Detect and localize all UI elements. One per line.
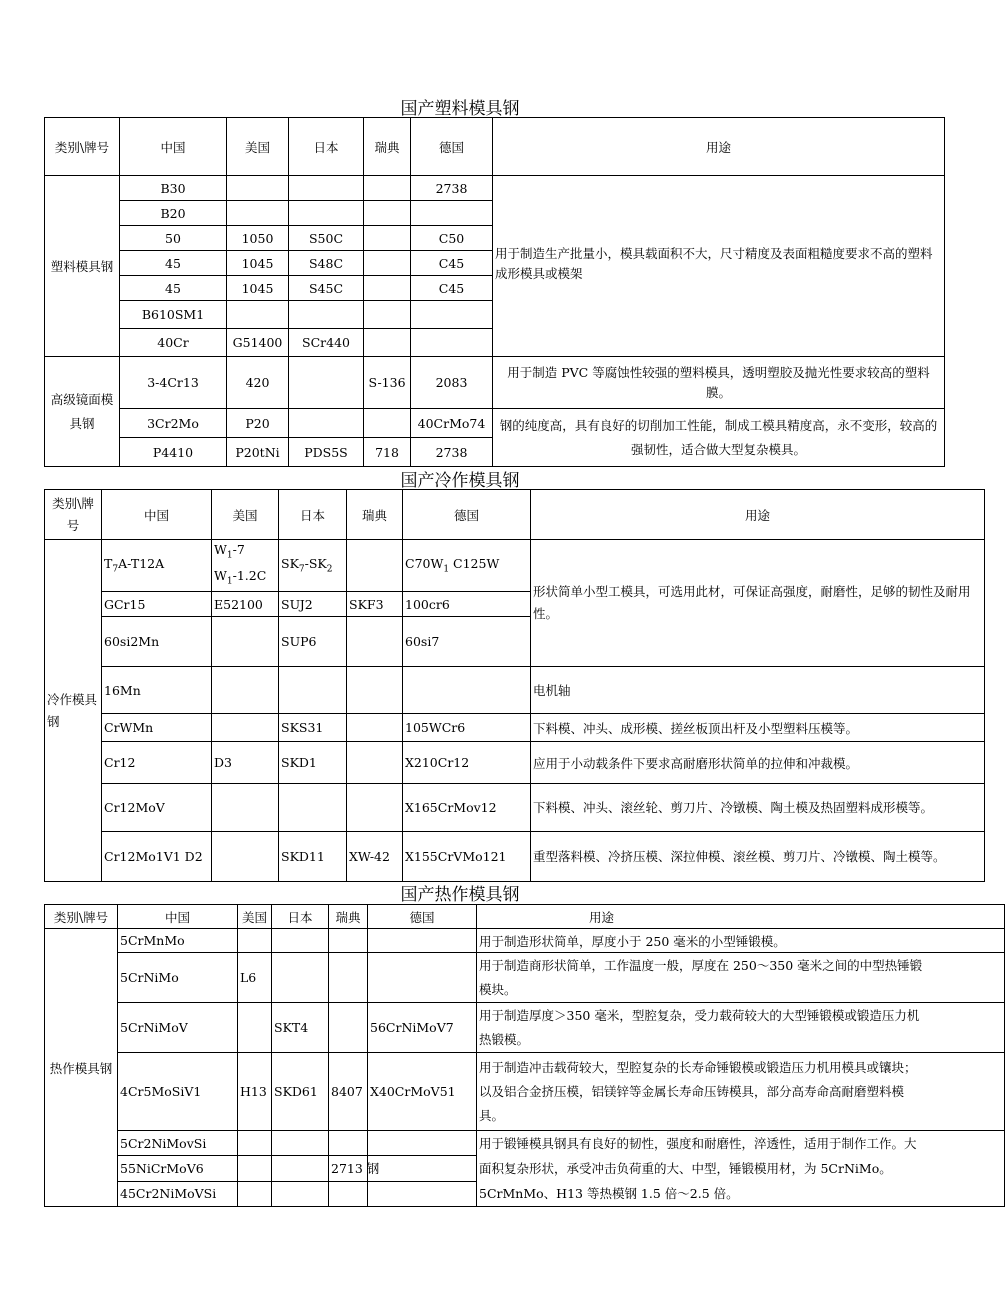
header-japan: 日本 (289, 118, 364, 176)
cell-japan: SKS31 (279, 714, 347, 742)
cell-usa: P20tNi (227, 438, 289, 467)
cell-japan: SCr440 (289, 329, 364, 357)
cell-germany: 60si7 (403, 617, 531, 667)
cell-china: 3-4Cr13 (120, 357, 227, 409)
cell-sweden (364, 409, 411, 438)
cell-usa (238, 1131, 272, 1156)
cell-japan: SKD11 (279, 832, 347, 882)
header-germany: 德国 (403, 490, 531, 540)
header-usage: 用途 (531, 490, 985, 540)
cell-japan (289, 176, 364, 201)
header-row (45, 905, 1005, 929)
cell-usa (238, 1003, 272, 1053)
cell-japan: SKD61 (272, 1053, 329, 1131)
cell-china: 5CrNiMoV (118, 1003, 238, 1053)
table-row (45, 176, 945, 201)
header-category: 类别\牌号 (45, 905, 118, 929)
table-row (45, 742, 985, 784)
cell-japan (289, 357, 364, 409)
table2-title: 国产冷作模具钢 (400, 471, 520, 491)
table-row (45, 832, 985, 882)
table-row (45, 714, 985, 742)
cell-japan: SUJ2 (279, 592, 347, 617)
header-japan: 日本 (272, 905, 329, 929)
cell-germany (403, 667, 531, 714)
cell-germany: C45 (411, 251, 493, 276)
cell-germany: C50 (411, 226, 493, 251)
header-sweden: 瑞典 (329, 905, 368, 929)
cell-sweden (329, 1003, 368, 1053)
header-sweden: 瑞典 (347, 490, 403, 540)
usage-cell: 下料模、冲头、成形模、搓丝板顶出杆及小型塑料压模等。 (531, 714, 985, 742)
table-row (45, 1053, 1005, 1131)
cell-china: 45 (120, 276, 227, 301)
cell-usa (238, 929, 272, 953)
cell-germany: C45 (411, 276, 493, 301)
header-usage: 用途 (493, 118, 945, 176)
cell-usa (212, 784, 279, 832)
cell-china: CrWMn (102, 714, 212, 742)
category-cell: 冷作模具钢 (45, 540, 102, 882)
cell-sweden (364, 201, 411, 226)
cell-germany: X165CrMov12 (403, 784, 531, 832)
cell-china: 5CrMnMo (118, 929, 238, 953)
cell-usa (212, 714, 279, 742)
cell-japan (272, 1131, 329, 1156)
cell-sweden (329, 1131, 368, 1156)
cell-germany (411, 301, 493, 329)
cell-japan (289, 301, 364, 329)
cell-germany: 2738 (411, 438, 493, 467)
cell-japan (272, 1156, 329, 1181)
header-japan: 日本 (279, 490, 347, 540)
cell-usa: $W_1-7$ $W_1-1.2C$ (212, 540, 279, 592)
cell-china: 5CrNiMo (118, 953, 238, 1003)
cell-sweden (347, 714, 403, 742)
cell-japan: S48C (289, 251, 364, 276)
table2-clip (0, 489, 971, 878)
cell-sweden (364, 329, 411, 357)
cell-germany: 105WCr6 (403, 714, 531, 742)
header-usa: 美国 (212, 490, 279, 540)
table-row (45, 357, 945, 409)
usage-cell: 钢的纯度高，具有良好的切削加工性能，制成工模具精度高，永不变形，较高的强韧性，适合做大型复杂模具。 (493, 409, 945, 467)
cell-japan (279, 784, 347, 832)
cell-china: 40Cr (120, 329, 227, 357)
usage-cell: 重型落料模、冷挤压模、深拉伸模、滚丝模、剪刀片、冷镦模、陶土模等。 (531, 832, 985, 882)
cell-japan: SUP6 (279, 617, 347, 667)
category-cell: 热作模具钢 (45, 929, 118, 1207)
cell-china: 55NiCrMoV6 (118, 1156, 238, 1181)
cell-usa: D3 (212, 742, 279, 784)
usage-cell: 用于制造生产批量小，模具载面积不大，尺寸精度及表面粗糙度要求不高的塑料成形模具或模架 (493, 176, 945, 357)
table-cold-work-steel (44, 489, 985, 882)
table3-clip (0, 904, 923, 1204)
cell-sweden (364, 251, 411, 276)
cell-sweden (364, 301, 411, 329)
cell-usa (227, 301, 289, 329)
header-row (45, 118, 945, 176)
cell-japan (289, 201, 364, 226)
cell-china: Cr12MoV (102, 784, 212, 832)
cell-usa: 1050 (227, 226, 289, 251)
cell-japan (289, 409, 364, 438)
cell-usa: P20 (227, 409, 289, 438)
cell-sweden: SKF3 (347, 592, 403, 617)
cell-usa: E52100 (212, 592, 279, 617)
usage-cell: 形状简单小型工模具，可选用此材，可保证高强度，耐磨性，足够的韧性及耐用性。 (531, 540, 985, 667)
cell-germany (411, 329, 493, 357)
table1-title: 国产塑料模具钢 (400, 99, 520, 119)
cell-usa (212, 617, 279, 667)
header-china: 中国 (120, 118, 227, 176)
cell-germany: 40CrMo74 (411, 409, 493, 438)
table-row (45, 409, 945, 438)
cell-china: 45 (120, 251, 227, 276)
table1-clip (0, 117, 938, 465)
cell-germany: X210Cr12 (403, 742, 531, 784)
cell-usa: 1045 (227, 276, 289, 301)
table-row (45, 953, 1005, 1003)
cell-china: 5Cr2NiMovSi (118, 1131, 238, 1156)
cell-usa (227, 201, 289, 226)
header-china: 中国 (118, 905, 238, 929)
table-row (45, 1131, 1005, 1156)
table-row (45, 929, 1005, 953)
cell-sweden: 2713 钢 (329, 1156, 368, 1181)
cell-sweden (329, 929, 368, 953)
cell-usa (227, 176, 289, 201)
table-row (45, 667, 985, 714)
usage-cell: 用于制造形状简单，厚度小于 250 毫米的小型锤锻模。 (477, 929, 1005, 953)
header-usage: 用途 (477, 905, 1005, 929)
table-row (45, 1003, 1005, 1053)
category-cell: 塑料模具钢 (45, 176, 120, 357)
table-plastic-mold-steel (44, 117, 945, 467)
cell-china: Cr12 (102, 742, 212, 784)
table3-title: 国产热作模具钢 (400, 885, 520, 905)
cell-japan: SKD1 (279, 742, 347, 784)
cell-japan: PDS5S (289, 438, 364, 467)
cell-china: B610SM1 (120, 301, 227, 329)
cell-japan (272, 1181, 329, 1206)
cell-sweden: XW-42 (347, 832, 403, 882)
usage-cell: 下料模、冲头、滚丝轮、剪刀片、冷镦模、陶土模及热固塑料成形模等。 (531, 784, 985, 832)
cell-usa (212, 667, 279, 714)
cell-germany (411, 201, 493, 226)
cell-china: P4410 (120, 438, 227, 467)
cell-germany (368, 1181, 477, 1206)
cell-sweden (364, 276, 411, 301)
cell-germany (368, 1131, 477, 1156)
cell-japan: SKT4 (272, 1003, 329, 1053)
cell-usa (238, 1181, 272, 1206)
cell-japan: $SK_7-SK_2$ (279, 540, 347, 592)
usage-cell: 用于制造 PVC 等腐蚀性较强的塑料模具，透明塑胶及抛光性要求较高的塑料膜。 (493, 357, 945, 409)
cell-china: GCr15 (102, 592, 212, 617)
cell-usa: G51400 (227, 329, 289, 357)
header-row (45, 490, 985, 540)
cell-germany: 56CrNiMoV7 (368, 1003, 477, 1053)
header-germany: 德国 (368, 905, 477, 929)
cell-germany: 2083 (411, 357, 493, 409)
cell-japan: S45C (289, 276, 364, 301)
header-china: 中国 (102, 490, 212, 540)
usage-cell: 应用于小动载条件下要求高耐磨形状简单的拉伸和冲裁模。 (531, 742, 985, 784)
cell-china: 45Cr2NiMoVSi (118, 1181, 238, 1206)
cell-sweden: 718 (364, 438, 411, 467)
cell-china: Cr12Mo1V1 D2 (102, 832, 212, 882)
cell-china: $T_7A-T12A$ (102, 540, 212, 592)
cell-germany (368, 953, 477, 1003)
cell-sweden: 8407 (329, 1053, 368, 1131)
cell-japan (272, 953, 329, 1003)
cell-usa (238, 1156, 272, 1181)
header-usa: 美国 (238, 905, 272, 929)
cell-china: 16Mn (102, 667, 212, 714)
cell-germany (368, 929, 477, 953)
cell-usa: L6 (238, 953, 272, 1003)
header-category: 类别\牌号 (45, 118, 120, 176)
cell-usa (212, 832, 279, 882)
cell-sweden (364, 226, 411, 251)
header-usa: 美国 (227, 118, 289, 176)
cell-sweden (347, 784, 403, 832)
cell-china: B20 (120, 201, 227, 226)
cell-germany: $C70W_1$ C125W (403, 540, 531, 592)
cell-sweden: S-136 (364, 357, 411, 409)
table-hot-work-steel (44, 904, 1005, 1207)
cell-germany: X40CrMoV51 (368, 1053, 477, 1131)
cell-china: B30 (120, 176, 227, 201)
table-row (45, 784, 985, 832)
cell-usa: 420 (227, 357, 289, 409)
table-row (45, 540, 985, 592)
cell-japan (272, 929, 329, 953)
usage-cell: 电机轴 (531, 667, 985, 714)
cell-sweden (347, 617, 403, 667)
usage-cell: 用于制造冲击载荷较大，型腔复杂的长寿命锤锻模或锻造压力机用模具或镶块；以及铝合金挤压模，铝镁锌等金属长寿命压铸模具，部分高寿命高耐磨塑料模具。 (477, 1053, 1005, 1131)
cell-sweden (347, 667, 403, 714)
cell-germany (368, 1156, 477, 1181)
cell-china: 50 (120, 226, 227, 251)
cell-japan: S50C (289, 226, 364, 251)
usage-cell: 用于制造商形状简单，工作温度一般，厚度在 250～350 毫米之间的中型热锤锻模块。 (477, 953, 1005, 1003)
header-germany: 德国 (411, 118, 493, 176)
cell-sweden (364, 176, 411, 201)
cell-sweden (347, 742, 403, 784)
header-sweden: 瑞典 (364, 118, 411, 176)
cell-germany: X155CrVMo121 (403, 832, 531, 882)
cell-china: 4Cr5MoSiV1 (118, 1053, 238, 1131)
cell-china: 60si2Mn (102, 617, 212, 667)
cell-china: 3Cr2Mo (120, 409, 227, 438)
cell-sweden (329, 953, 368, 1003)
cell-usa: 1045 (227, 251, 289, 276)
cell-sweden (329, 1181, 368, 1206)
category-cell: 高级镜面模具钢 (45, 357, 120, 467)
header-category: 类别\牌号 (45, 490, 102, 540)
cell-germany: 2738 (411, 176, 493, 201)
usage-cell: 用于锻锤模具钢具有良好的韧性，强度和耐磨性，淬透性，适用于制作工作。大面积复杂形状，承受冲击负荷重的大、中型，锤锻模用材，为 5CrNiMo。5CrMnMo、H13 等热模钢 1.5 倍～2.5 倍。 (477, 1131, 1005, 1207)
cell-japan (279, 667, 347, 714)
cell-usa: H13 (238, 1053, 272, 1131)
cell-sweden (347, 540, 403, 592)
usage-cell: 用于制造厚度＞350 毫米，型腔复杂，受力载荷较大的大型锤锻模或锻造压力机热锻模。 (477, 1003, 1005, 1053)
cell-germany: 100cr6 (403, 592, 531, 617)
